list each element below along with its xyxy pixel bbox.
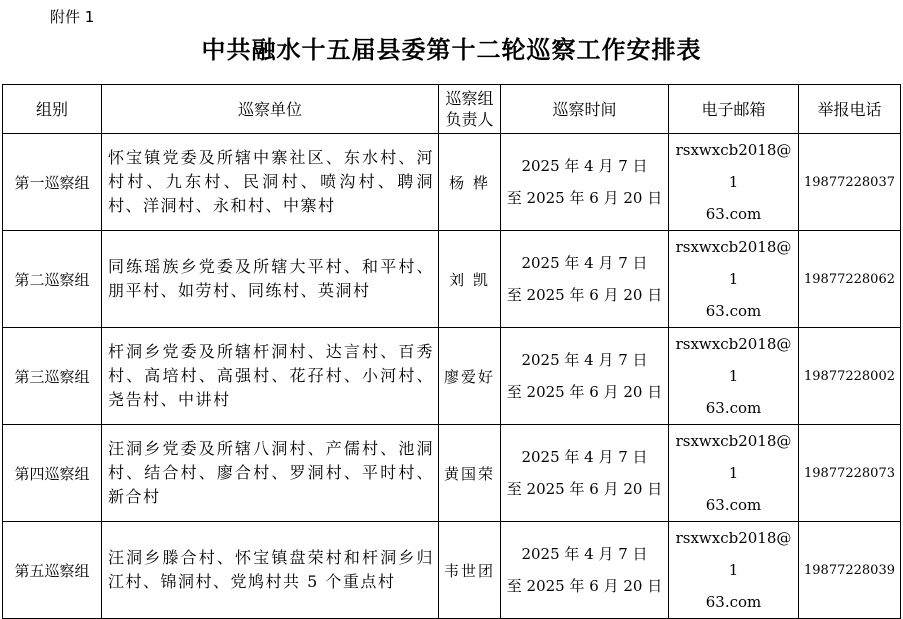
email-line2: 63.com — [705, 496, 762, 514]
group-cell: 第一巡察组 — [3, 134, 102, 231]
time-cell — [501, 134, 669, 231]
unit-cell: 汪洞乡滕合村、怀宝镇盘荣村和杆洞乡归江村、锦洞村、党鸠村共 5 个重点村 — [102, 522, 439, 619]
table-row — [3, 134, 901, 231]
time-start: 2025 年 4 月 7 日 — [521, 157, 648, 175]
attachment-label: 附件 1 — [50, 8, 95, 26]
leader-cell: 黄国荣 — [439, 425, 501, 522]
time-end: 至 2025 年 6 月 20 日 — [506, 480, 663, 498]
header-leader-line2: 负责人 — [445, 110, 494, 129]
time-start: 2025 年 4 月 7 日 — [521, 545, 648, 563]
phone-cell: 19877228037 — [799, 134, 901, 231]
leader-cell: 韦世团 — [439, 522, 501, 619]
group-cell: 第三巡察组 — [3, 328, 102, 425]
email-line1: rsxwxcb2018@1 — [675, 238, 792, 288]
phone-cell: 19877228073 — [799, 425, 901, 522]
unit-cell: 怀宝镇党委及所辖中寨社区、东水村、河村村、九东村、民洞村、喷沟村、聘洞村、洋洞村、永和村、中寨村 — [102, 134, 439, 231]
table-row — [3, 328, 901, 425]
phone-cell: 19877228039 — [799, 522, 901, 619]
time-start: 2025 年 4 月 7 日 — [521, 448, 648, 466]
time-cell — [501, 231, 669, 328]
time-end: 至 2025 年 6 月 20 日 — [506, 383, 663, 401]
email-line2: 63.com — [705, 593, 762, 611]
leader-cell: 刘 凯 — [439, 231, 501, 328]
header-leader — [439, 85, 501, 134]
group-cell: 第四巡察组 — [3, 425, 102, 522]
email-cell — [669, 425, 799, 522]
table-row — [3, 231, 901, 328]
unit-cell: 同练瑶族乡党委及所辖大平村、和平村、朋平村、如劳村、同练村、英洞村 — [102, 231, 439, 328]
header-unit: 巡察单位 — [102, 85, 439, 134]
email-line2: 63.com — [705, 399, 762, 417]
group-cell: 第二巡察组 — [3, 231, 102, 328]
email-cell — [669, 328, 799, 425]
time-end: 至 2025 年 6 月 20 日 — [506, 189, 663, 207]
email-line1: rsxwxcb2018@1 — [675, 432, 792, 482]
header-leader-line1: 巡察组 — [445, 89, 494, 108]
leader-cell: 杨 桦 — [439, 134, 501, 231]
time-start: 2025 年 4 月 7 日 — [521, 351, 648, 369]
table-header-row — [3, 85, 901, 134]
time-end: 至 2025 年 6 月 20 日 — [506, 577, 663, 595]
time-start: 2025 年 4 月 7 日 — [521, 254, 648, 272]
document-title: 中共融水十五届县委第十二轮巡察工作安排表 — [201, 36, 702, 64]
header-phone: 举报电话 — [799, 85, 901, 134]
header-email: 电子邮箱 — [669, 85, 799, 134]
time-cell — [501, 425, 669, 522]
group-cell: 第五巡察组 — [3, 522, 102, 619]
unit-cell: 杆洞乡党委及所辖杆洞村、达言村、百秀村、高培村、高强村、花孖村、小河村、尧告村、中讲村 — [102, 328, 439, 425]
time-cell — [501, 522, 669, 619]
time-end: 至 2025 年 6 月 20 日 — [506, 286, 663, 304]
email-cell — [669, 231, 799, 328]
email-line2: 63.com — [705, 302, 762, 320]
phone-cell: 19877228002 — [799, 328, 901, 425]
table-row — [3, 522, 901, 619]
email-line1: rsxwxcb2018@1 — [675, 335, 792, 385]
leader-cell: 廖爱好 — [439, 328, 501, 425]
email-line1: rsxwxcb2018@1 — [675, 529, 792, 579]
table-row — [3, 425, 901, 522]
email-cell — [669, 134, 799, 231]
email-cell — [669, 522, 799, 619]
email-line2: 63.com — [705, 205, 762, 223]
schedule-table — [2, 84, 901, 619]
header-time: 巡察时间 — [501, 85, 669, 134]
phone-cell: 19877228062 — [799, 231, 901, 328]
unit-cell: 汪洞乡党委及所辖八洞村、产儒村、池洞村、结合村、廖合村、罗洞村、平时村、新合村 — [102, 425, 439, 522]
time-cell — [501, 328, 669, 425]
email-line1: rsxwxcb2018@1 — [675, 141, 792, 191]
header-group: 组别 — [3, 85, 102, 134]
